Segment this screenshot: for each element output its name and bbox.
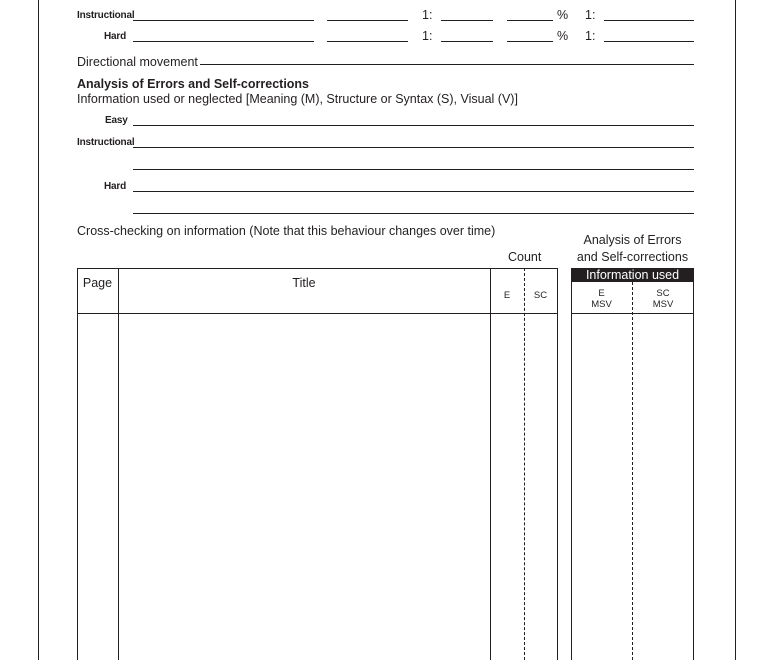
ratio-prefix: 1:	[585, 29, 596, 43]
analysis-line-instructional-2[interactable]	[133, 169, 694, 170]
cross-checking-label: Cross-checking on information (Note that this behaviour changes over time)	[77, 224, 496, 238]
blank-line[interactable]	[133, 20, 314, 21]
column-header-sc: SC	[533, 290, 548, 301]
blank-line[interactable]	[604, 41, 694, 42]
blank-line[interactable]	[327, 20, 408, 21]
analysis-line-hard-2[interactable]	[133, 213, 694, 214]
column-header-e: E	[503, 290, 511, 301]
analysis-subheading: Information used or neglected [Meaning (M), Structure or Syntax (S), Visual (V)]	[77, 92, 518, 106]
score-row-label: Instructional	[77, 10, 135, 21]
blank-line[interactable]	[441, 20, 493, 21]
column-header-e-msv-top: E	[598, 288, 605, 299]
blank-line[interactable]	[604, 20, 694, 21]
analysis-row-label: Easy	[105, 115, 128, 126]
analysis-row-label: Hard	[104, 181, 126, 192]
blank-line[interactable]	[441, 41, 493, 42]
analysis-heading: Analysis of Errors and Self-corrections	[77, 77, 310, 91]
count-label: Count	[508, 250, 542, 264]
ratio-prefix: 1:	[585, 8, 596, 22]
information-used-header	[571, 268, 694, 282]
directional-movement-label: Directional movement	[77, 55, 198, 69]
column-header-sc-msv-bottom: MSV	[652, 299, 674, 310]
table-left-border	[77, 268, 78, 660]
column-header-title: Title	[292, 276, 316, 290]
page-left-border	[38, 0, 39, 660]
information-used-label: Information used	[585, 268, 680, 282]
analysis-line-hard[interactable]	[133, 191, 694, 192]
analysis-row-label: Instructional	[77, 137, 135, 148]
column-header-sc-msv-top: SC	[656, 288, 670, 299]
page-right-border	[735, 0, 736, 660]
info-dashed-divider	[632, 282, 633, 660]
table-right-border	[557, 268, 558, 660]
right-heading-line2: and Self-corrections	[576, 250, 689, 264]
column-header-e-msv-bottom: MSV	[591, 299, 612, 310]
title-column-divider	[490, 268, 491, 660]
info-right-border	[693, 268, 694, 660]
ratio-prefix: 1:	[422, 8, 433, 22]
blank-line[interactable]	[327, 41, 408, 42]
ratio-prefix: 1:	[422, 29, 433, 43]
analysis-line-instructional[interactable]	[133, 147, 694, 148]
directional-movement-line[interactable]	[200, 64, 694, 65]
info-left-border	[571, 268, 572, 660]
table-top-border	[77, 268, 557, 269]
analysis-line-easy[interactable]	[133, 125, 694, 126]
score-row-label: Hard	[104, 31, 126, 42]
page-column-divider	[118, 268, 119, 660]
percent-suffix: %	[557, 8, 569, 22]
column-header-page: Page	[82, 276, 113, 290]
blank-line[interactable]	[507, 41, 553, 42]
percent-suffix: %	[557, 29, 569, 43]
blank-line[interactable]	[507, 20, 553, 21]
right-heading-line1: Analysis of Errors	[583, 233, 682, 247]
blank-line[interactable]	[133, 41, 314, 42]
count-dashed-divider	[524, 268, 525, 660]
table-header-divider	[77, 313, 557, 314]
